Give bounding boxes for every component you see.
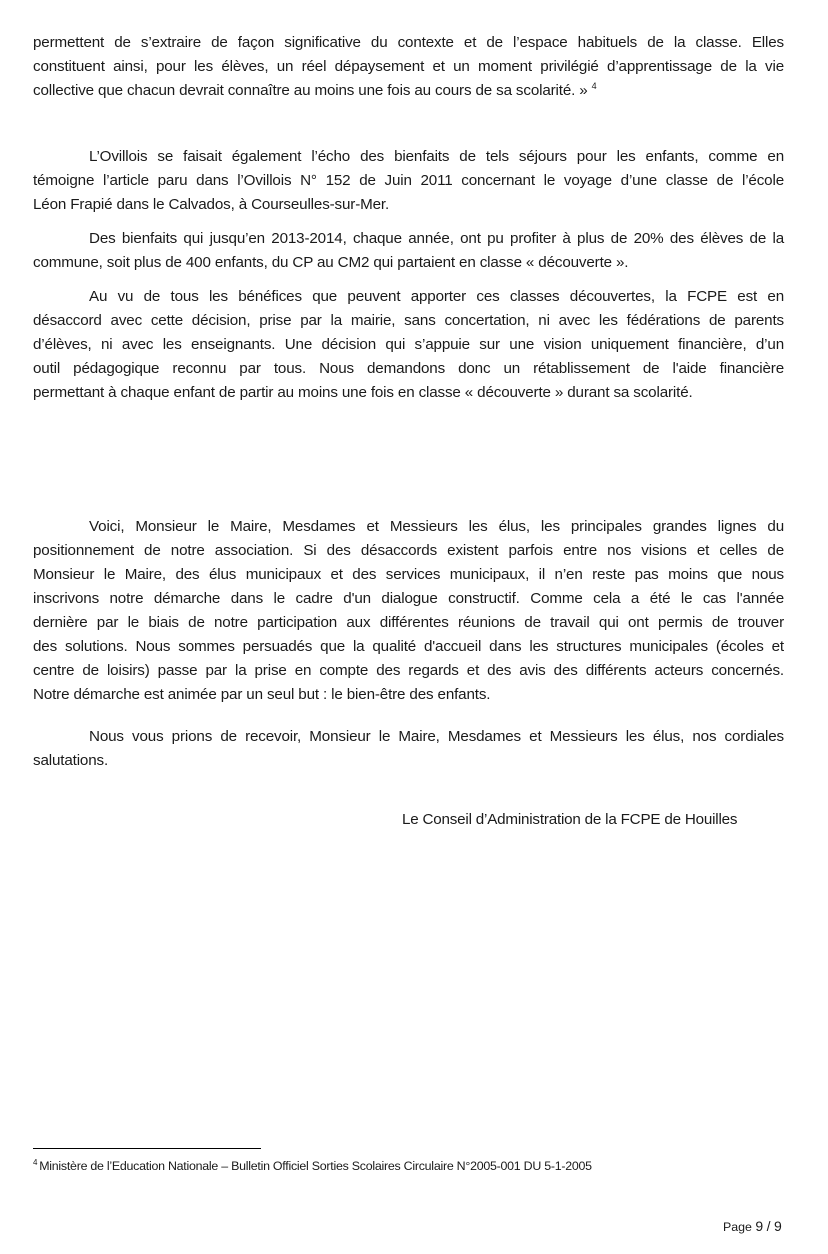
- footnote-reference[interactable]: 4: [591, 81, 597, 91]
- paragraph-5-line-4: inscrivons notre démarche dans le cadre d'un dialogue constructif. Comme cela a été le cas l'année: [33, 590, 784, 607]
- paragraph-4-line-5: permettant à chaque enfant de partir au moins une fois en classe « découverte » durant sa scolarité.: [33, 384, 693, 401]
- footnote: [33, 1158, 592, 1174]
- footnote-number: 4: [33, 1158, 38, 1167]
- paragraph-5-line-7: centre de loisirs) passe par la prise en compte des regards et des avis des différents acteurs concernés.: [33, 662, 784, 679]
- paragraph-5-line-3: Monsieur le Maire, des élus municipaux et des services municipaux, il n’en reste pas moins que nous: [33, 566, 784, 583]
- paragraph-6-line-2: salutations.: [33, 752, 109, 769]
- paragraph-4-line-1: Au vu de tous les bénéfices que peuvent apporter ces classes découvertes, la FCPE est en: [89, 288, 784, 305]
- paragraph-5-line-8: Notre démarche est animée par un seul but : le bien-être des enfants.: [33, 686, 491, 703]
- paragraph-2-line-2: témoigne l’article paru dans l’Ovillois N° 152 de Juin 2011 concernant le voyage d’une classe de l’école: [33, 172, 784, 189]
- paragraph-5-line-2: positionnement de notre association. Si des désaccords existent parfois entre nos visions et celles de: [33, 542, 784, 559]
- paragraph-1-line-1: permettent de s’extraire de façon significative du contexte et de l’espace habituels de la classe. Elles: [33, 34, 784, 51]
- page-number-current: 9: [755, 1218, 764, 1234]
- paragraph-3-line-2: commune, soit plus de 400 enfants, du CP au CM2 qui partaient en classe « découverte ».: [33, 254, 629, 271]
- paragraph-4-line-4: outil pédagogique reconnu par tous. Nous demandons donc un rétablissement de l'aide financière: [33, 360, 784, 377]
- paragraph-3-line-1: Des bienfaits qui jusqu’en 2013-2014, chaque année, ont pu profiter à plus de 20% des élèves de la: [89, 230, 784, 247]
- page-number-total: 9: [774, 1218, 782, 1234]
- paragraph-1-line-3: [33, 81, 784, 101]
- paragraph-2-line-3: Léon Frapié dans le Calvados, à Courseulles-sur-Mer.: [33, 196, 390, 213]
- signature: Le Conseil d’Administration de la FCPE de Houilles: [402, 811, 738, 828]
- page-number-label: Page: [723, 1220, 752, 1234]
- paragraph-1-line-2: constituent ainsi, pour les élèves, un réel dépaysement et un moment privilégié d’apprentissage de la vie: [33, 58, 784, 75]
- footnote-separator: [33, 1148, 261, 1149]
- paragraph-4-line-2: désaccord avec cette décision, prise par la mairie, sans concertation, ni avec les fédérations de parents: [33, 312, 784, 329]
- footnote-text: Ministère de l’Education Nationale – Bulletin Officiel Sorties Scolaires Circulaire N°2005-001 DU 5-1-2005: [39, 1159, 592, 1173]
- page-number: [723, 1218, 782, 1235]
- paragraph-5-line-6: des solutions. Nous sommes persuadés que la qualité d'accueil dans les structures municipales (écoles et: [33, 638, 784, 655]
- paragraph-2-line-1: L’Ovillois se faisait également l’écho des bienfaits de tels séjours pour les enfants, comme en: [89, 148, 784, 165]
- page-number-separator: /: [766, 1218, 771, 1234]
- paragraph-1-line-3-text: collective que chacun devrait connaître au moins une fois au cours de sa scolarité. »: [33, 82, 588, 99]
- paragraph-5-line-1: Voici, Monsieur le Maire, Mesdames et Messieurs les élus, les principales grandes lignes du: [89, 518, 784, 535]
- paragraph-4-line-3: d’élèves, ni avec les enseignants. Une décision qui s’appuie sur une vision uniquement financière, d’un: [33, 336, 784, 353]
- paragraph-5-line-5: dernière par le biais de notre participation aux différentes réunions de travail qui ont permis de trouver: [33, 614, 784, 631]
- paragraph-6-line-1: Nous vous prions de recevoir, Monsieur le Maire, Mesdames et Messieurs les élus, nos cordiales: [89, 728, 784, 745]
